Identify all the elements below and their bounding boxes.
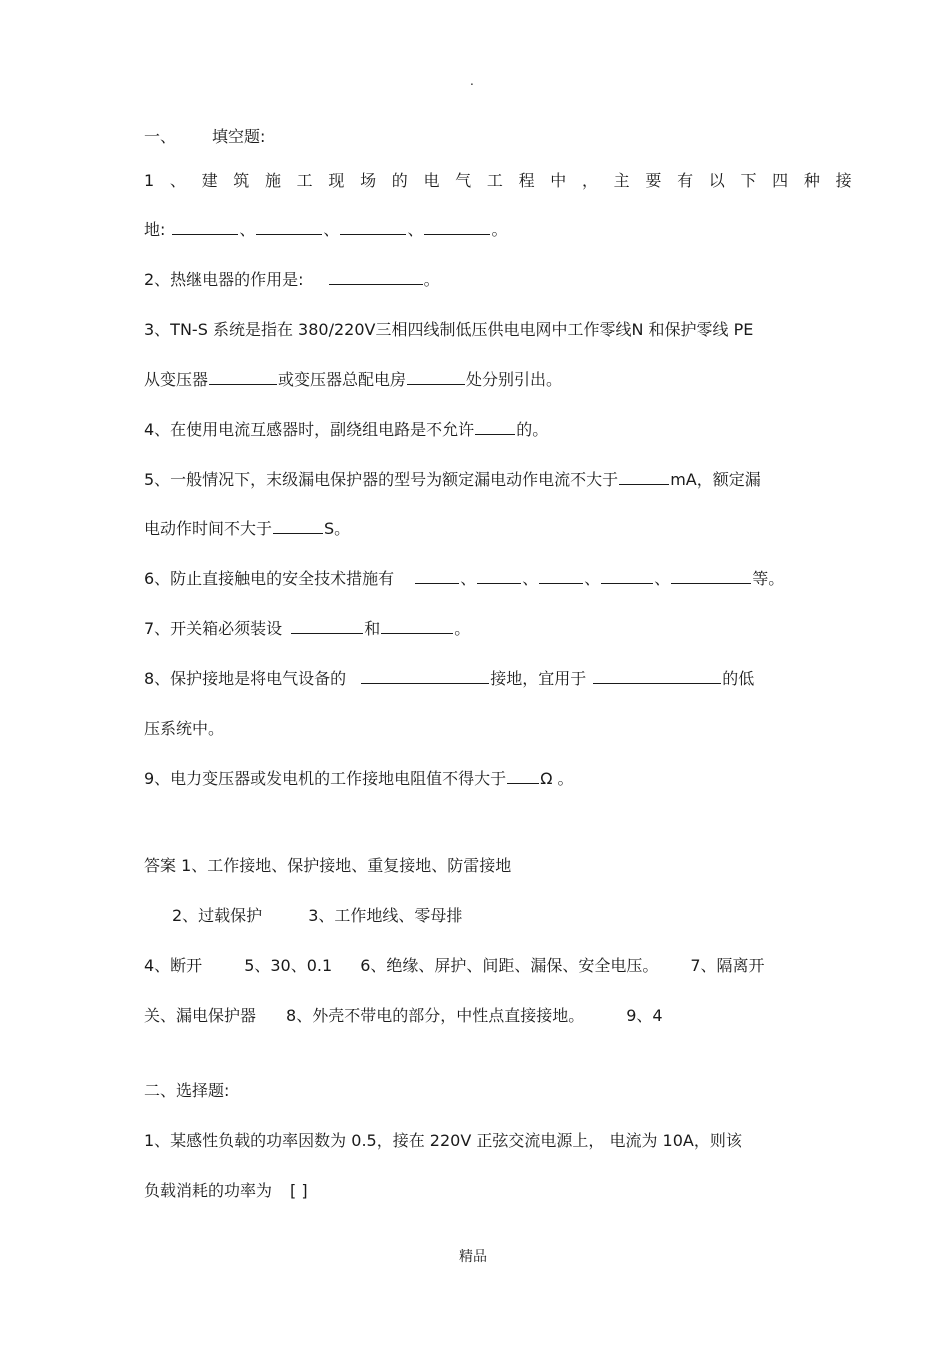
q5-d: S。	[324, 519, 351, 538]
q5-b: mA，额定漏	[670, 470, 761, 489]
c1-line1: 1、某感性负载的功率因数为 0.5，接在 220V 正弦交流电源上， 电流为 10A，则该	[144, 1131, 742, 1150]
q3-line1: 3、TN-S 系统是指在 380/220V三相四线制低压供电电网中工作零线N 和保护零线 PE	[144, 320, 754, 339]
q5-blank-1	[619, 470, 669, 485]
q7-b: 和	[364, 619, 381, 638]
answer-8: 8、外壳不带电的部分，中性点直接接地。	[286, 1006, 585, 1025]
q2-end: 。	[423, 270, 440, 289]
q4-a: 4、在使用电流互感器时，副绕组电路是不允许	[144, 420, 475, 439]
q7-a: 7、开关箱必须装设	[144, 619, 283, 638]
c1-text: 负载消耗的功率为	[144, 1181, 273, 1200]
q8-a: 8、保护接地是将电气设备的	[144, 669, 347, 688]
q5-line2	[144, 518, 350, 540]
q9-a: 9、电力变压器或发电机的工作接地电阻值不得大于	[144, 769, 507, 788]
answer-3: 3、工作地线、零母排	[308, 906, 463, 925]
q7-blank-2	[381, 619, 453, 634]
q8-b: 接地，宜用于	[490, 669, 587, 688]
q1-line1: 1、建筑施工现场的电气工程中，主要有以下四种接	[144, 171, 868, 190]
q5-blank-2	[273, 519, 323, 534]
q3-blank-1	[209, 370, 277, 385]
answer-4: 4、断开	[144, 956, 203, 975]
q5-line1	[144, 469, 761, 491]
q1-blank-1	[172, 220, 238, 235]
section2-heading: 二、选择题:	[144, 1081, 230, 1100]
answers-line4	[144, 1005, 663, 1027]
q2-line	[144, 269, 440, 291]
answers-line2	[172, 905, 462, 927]
q1-blank-3	[340, 220, 406, 235]
answers-line1: 答案 1、工作接地、保护接地、重复接地、防雷接地	[144, 856, 512, 875]
answer-6: 6、绝缘、屏护、间距、漏保、安全电压。	[360, 956, 659, 975]
q6-blank-5	[671, 569, 751, 584]
q4-line	[144, 419, 548, 441]
section1-heading-text: 填空题:	[212, 127, 266, 146]
answers-line3	[144, 955, 765, 977]
c1-bracket: [ ]	[290, 1181, 308, 1200]
answer-7: 7、隔离开	[690, 956, 765, 975]
q8-blank-1	[361, 669, 489, 684]
q9-line	[144, 768, 574, 790]
page-footer: 精品	[459, 1249, 487, 1265]
q5-c: 电动作时间不大于	[144, 519, 273, 538]
q6-end: 等。	[752, 569, 785, 588]
q2-text: 2、热继电器的作用是:	[144, 270, 304, 289]
q1-sep: 、	[407, 220, 424, 239]
q6-a: 6、防止直接触电的安全技术措施有	[144, 569, 395, 588]
q3-line2	[144, 369, 562, 391]
q8-line2: 压系统中。	[144, 719, 225, 738]
q1-sep: 、	[239, 220, 256, 239]
q3-b: 或变压器总配电房	[278, 370, 407, 389]
q5-a: 5、一般情况下，末级漏电保护器的型号为额定漏电动作电流不大于	[144, 470, 619, 489]
q6-sep: 、	[654, 569, 671, 588]
q6-blank-4	[601, 569, 653, 584]
q1-end: 。	[491, 220, 508, 239]
answer-2: 2、过载保护	[172, 906, 263, 925]
section1-heading-num: 一、	[144, 127, 177, 146]
section1-heading	[144, 126, 265, 148]
q6-sep: 、	[460, 569, 477, 588]
answer-9: 9、4	[626, 1006, 663, 1025]
q7-line	[144, 618, 470, 640]
answer-5: 5、30、0.1	[244, 956, 333, 975]
q4-blank	[475, 420, 515, 435]
q3-c: 处分别引出。	[466, 370, 563, 389]
q7-end: 。	[454, 619, 471, 638]
q7-blank-1	[291, 619, 363, 634]
q9-b: Ω 。	[540, 769, 574, 788]
q6-blank-3	[539, 569, 583, 584]
q3-a: 从变压器	[144, 370, 209, 389]
q1-prefix: 地:	[144, 220, 166, 239]
q6-sep: 、	[522, 569, 539, 588]
q1-sep: 、	[323, 220, 340, 239]
q3-blank-2	[407, 370, 465, 385]
q6-blank-1	[415, 569, 459, 584]
q1-line2	[144, 219, 507, 241]
c1-line2	[144, 1180, 308, 1202]
q8-c: 的低	[722, 669, 755, 688]
q1-blank-2	[256, 220, 322, 235]
q4-b: 的。	[516, 420, 549, 439]
q9-blank	[507, 769, 539, 784]
q1-blank-4	[424, 220, 490, 235]
q6-sep: 、	[584, 569, 601, 588]
q6-blank-2	[477, 569, 521, 584]
q2-blank	[329, 270, 423, 285]
page-dot: .	[470, 74, 474, 88]
q6-line	[144, 568, 784, 590]
answer-7-cont: 关、漏电保护器	[144, 1006, 257, 1025]
q8-line1	[144, 668, 754, 690]
q8-blank-2	[593, 669, 721, 684]
